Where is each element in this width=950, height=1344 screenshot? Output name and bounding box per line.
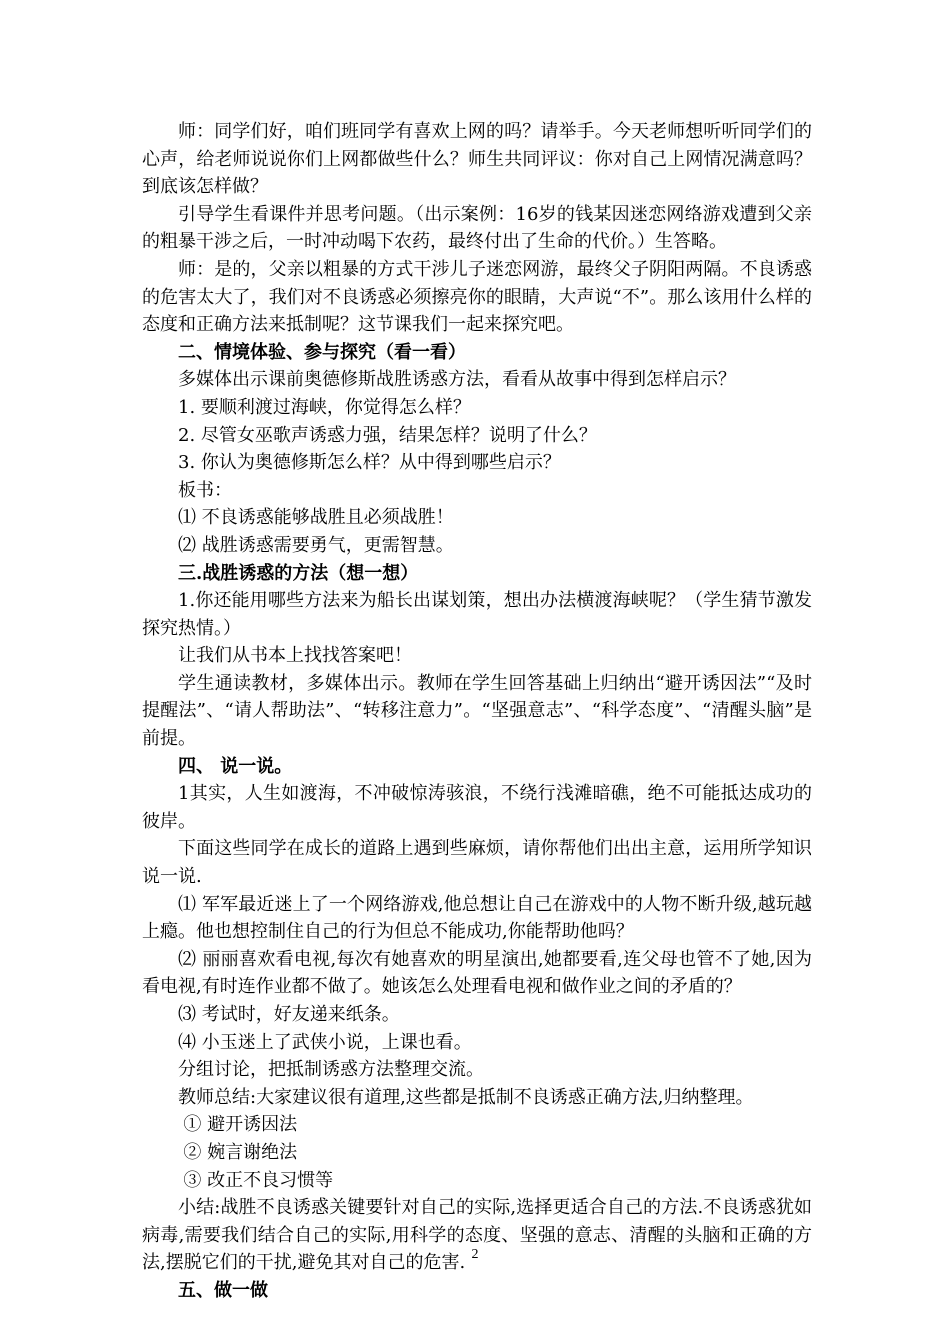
page-number: 2 — [471, 1247, 479, 1262]
paragraph-intro-question: 师：同学们好，咱们班同学有喜欢上网的吗？请举手。今天老师想听听同学们的心声，给老师说说你们上网都做些什么？师生共同评议：你对自己上网情况满意吗？到底该怎样做？ — [142, 121, 812, 198]
section-heading-4: 四、 说一说。 — [178, 755, 293, 777]
paragraph-life-metaphor: 1其实，人生如渡海，不冲破惊涛骇浪，不绕行浅滩暗礁，绝不可能抵达成功的彼岸。 — [142, 783, 812, 832]
paragraph-methods-summary: 学生通读教材，多媒体出示。教师在学生回答基础上归纳出“避开诱因法”“及时提醒法”、“请人帮助法”、“转移注意力”。“坚强意志”、“科学态度”、“清醒头脑”是前提。 — [142, 672, 812, 750]
paragraph-case-study: 引导学生看课件并思考问题。（出示案例：16岁的钱某因迷恋网络游戏遭到父亲的粗暴干涉之后，一时冲动喝下农药，最终付出了生命的代价。）生答略。 — [142, 203, 812, 253]
list-item-question-2: 2. 尽管女巫歌声诱惑力强，结果怎样？说明了什么？ — [178, 424, 597, 446]
case-item-1: ⑴ 军军最近迷上了一个网络游戏,他总想让自己在游戏中的人物不断升级,越玩越上瘾。他也想控制住自己的行为但总不能成功,你能帮助他吗？ — [142, 893, 812, 943]
list-item-question-3: 3. 你认为奥德修斯怎么样？从中得到哪些启示？ — [178, 452, 561, 474]
method-item-1: ① 避开诱因法 — [183, 1114, 298, 1136]
method-item-2: ② 婉言谢绝法 — [183, 1141, 298, 1163]
list-item-question-1: 1. 要顺利渡过海峡，你觉得怎么样？ — [178, 396, 471, 418]
case-item-2: ⑵ 丽丽喜欢看电视,每次有她喜欢的明星演出,她都要看,连父母也管不了她,因为看电视,有时连作业都不做了。她该怎么处理看电视和做作业之间的矛盾的？ — [142, 948, 812, 998]
paragraph-method-question: 1.你还能用哪些方法来为船长出谋划策，想出办法横渡海峡呢？（学生猜节激发探究热情。） — [142, 590, 812, 639]
case-item-3: ⑶ 考试时，好友递来纸条。 — [178, 1004, 400, 1025]
paragraph-conclusion: 小结:战胜不良诱惑关键要针对自己的实际,选择更适合自己的方法.不良诱惑犹如病毒,需要我们结合自己的实际,用科学的态度、坚强的意志、清醒的头脑和正确的方法,摆脱它们的干扰,避免其对自己的危害. — [142, 1197, 812, 1274]
paragraph-teacher-response: 师：是的，父亲以粗暴的方式干涉儿子迷恋网游，最终父子阴阳两隔。不良诱惑的危害太大了，我们对不良诱惑必须擦亮你的眼睛，大声说“不”。那么该用什么样的态度和正确方法来抵制呢？这节课我们一起来探究吧。 — [142, 258, 812, 336]
section-heading-3: 三.战胜诱惑的方法（想一想） — [178, 562, 419, 584]
board-item-2: ⑵ 战胜诱惑需要勇气，更需智慧。 — [178, 534, 454, 556]
paragraph-teacher-summary: 教师总结:大家建议很有道理,这些都是抵制不良诱惑正确方法,归纳整理。 — [178, 1086, 754, 1108]
section-heading-2: 二、情境体验、参与探究（看一看） — [178, 341, 466, 363]
board-writing-label: 板书： — [178, 479, 232, 501]
section-heading-5: 五、做一做 — [178, 1279, 268, 1301]
paragraph-help-classmates: 下面这些同学在成长的道路上遇到些麻烦，请你帮他们出出主意，运用所学知识说一说. — [142, 838, 812, 888]
method-item-3: ③ 改正不良习惯等 — [183, 1169, 334, 1191]
paragraph-group-discussion: 分组讨论，把抵制诱惑方法整理交流。 — [178, 1059, 484, 1081]
case-item-4: ⑷ 小玉迷上了武侠小说，上课也看。 — [178, 1031, 472, 1053]
document-page — [142, 118, 812, 1305]
paragraph-find-answer: 让我们从书本上找找答案吧！ — [178, 645, 412, 667]
paragraph-multimedia: 多媒体出示课前奥德修斯战胜诱惑方法，看看从故事中得到怎样启示？ — [178, 369, 736, 391]
board-item-1: ⑴ 不良诱惑能够战胜且必须战胜！ — [178, 507, 454, 529]
